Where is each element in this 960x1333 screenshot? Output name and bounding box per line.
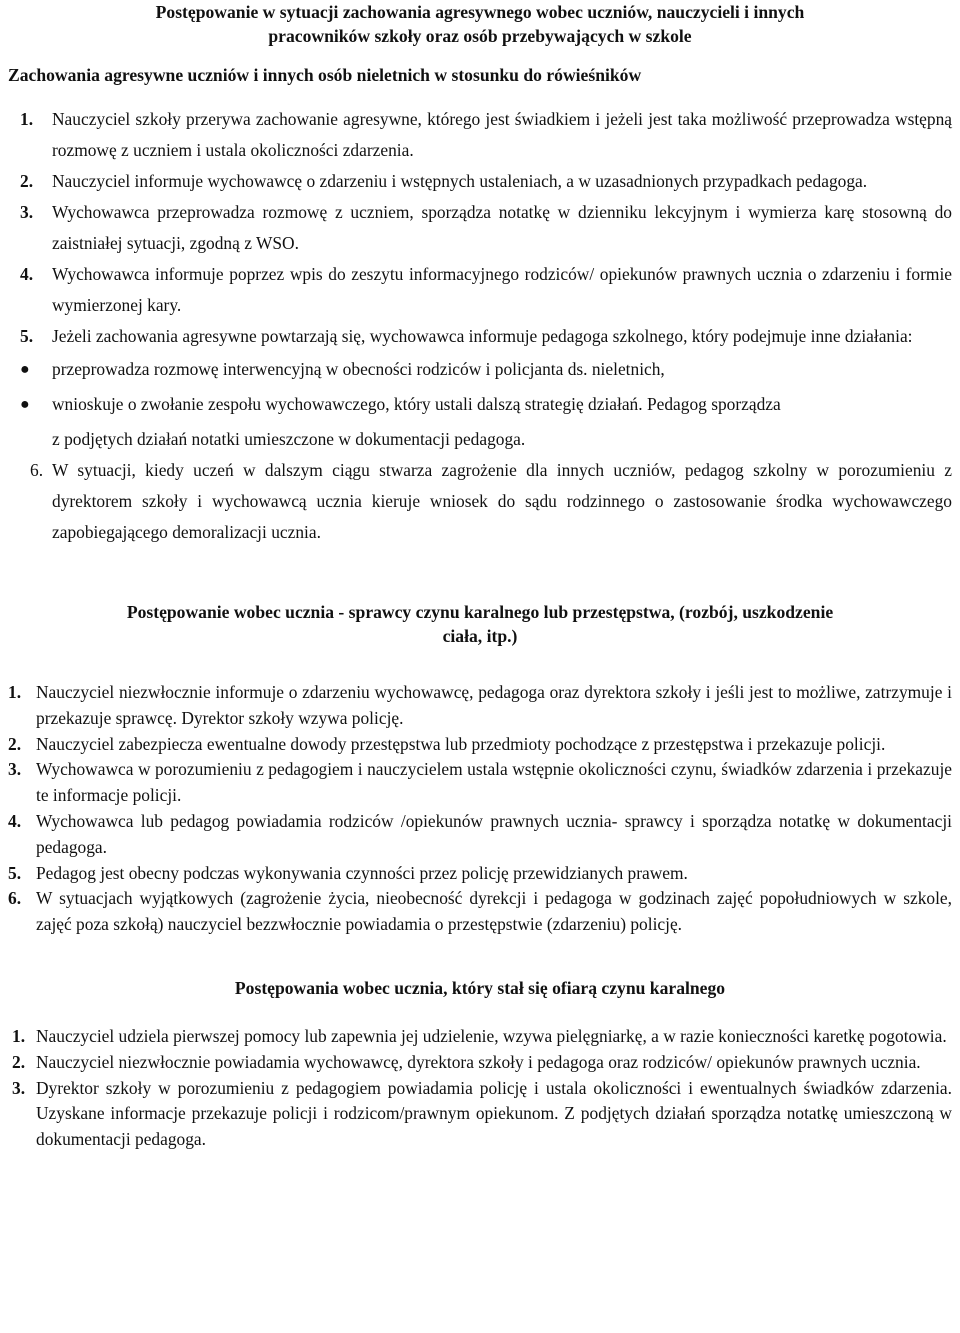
list-item — [8, 455, 952, 548]
item-number: 4. — [8, 810, 22, 831]
item-number: 5. — [8, 862, 22, 883]
item-number: 2. — [12, 1051, 26, 1072]
item-text: Wychowawca przeprowadza rozmowę z uczniem, sporządza notatkę w dzienniku lekcyjnym i wymierza karę stosowną do zaistniałej sytuacji, zgodną z WSO. — [52, 202, 952, 253]
section1-title: Zachowania agresywne uczniów i innych osób nieletnich w stosunku do rówieśników — [8, 65, 642, 85]
item-text: Wychowawca lub pedagog powiadamia rodziców /opiekunów prawnych ucznia- sprawcy i sporządza notatkę w dokumentacji pedagoga. — [36, 810, 952, 857]
bullet-icon: ● — [20, 361, 30, 378]
item-text: Nauczyciel niezwłocznie informuje o zdarzeniu wychowawcę, pedagoga oraz dyrektora szkoły i jeśli jest to możliwe, zatrzymuje i przekazuje sprawcę. Dyrektor szkoły wzywa policję. — [36, 682, 952, 728]
list-item — [8, 809, 952, 861]
bullet-list — [8, 354, 952, 420]
bullet-text: wnioskuje o zwołanie zespołu wychowawczego, który ustali dalszą strategię działań. Pedagog sporządza — [52, 394, 781, 414]
item-number: 3. — [12, 1077, 26, 1098]
item-text: Nauczyciel informuje wychowawcę o zdarzeniu i wstępnych ustaleniach, a w uzasadnionych przypadkach pedagoga. — [52, 171, 868, 191]
item-number: 3. — [8, 759, 22, 780]
item-number: 6. — [8, 888, 22, 909]
list-item — [8, 732, 952, 758]
item-number: 3. — [20, 202, 34, 222]
list-item — [8, 680, 952, 732]
list-item — [8, 321, 952, 352]
bullet-text: przeprowadza rozmowę interwencyjną w obecności rodziców i policjanta ds. nieletnich, — [52, 359, 665, 379]
section3-list — [8, 1024, 952, 1153]
list-item — [8, 1050, 952, 1076]
item-text: Pedagog jest obecny podczas wykonywania czynności przez policję przewidzianych prawem. — [36, 862, 688, 883]
list-item — [8, 886, 952, 938]
item-text: Nauczyciel zabezpiecza ewentualne dowody przestępstwa lub przedmioty pochodzące z przestępstwa i przekazuje policji. — [36, 733, 886, 754]
list-item — [8, 259, 952, 321]
item-number: 1. — [12, 1025, 26, 1046]
item-text: Jeżeli zachowania agresywne powtarzają się, wychowawca informuje pedagoga szkolnego, który podejmuje inne działania: — [52, 326, 913, 346]
item-number: 4. — [20, 264, 34, 284]
item-number: 2. — [8, 733, 22, 754]
item-text: Wychowawca w porozumieniu z pedagogiem i nauczycielem ustala wstępnie okoliczności czynu, świadków zdarzenia i przekazuje te informacje policji. — [36, 759, 952, 806]
item-text: Dyrektor szkoły w porozumieniu z pedagogiem powiadamia policję i ustala okoliczności i ewentualnych świadków zdarzenia. Uzyskane informacje przekazuje policji i rodzicom/prawnym opiekunom. Z podjętych działań sporządza notatkę umieszczoną w dokumentacji pedagoga. — [36, 1077, 952, 1150]
list-item — [8, 861, 952, 887]
item-text: Nauczyciel niezwłocznie powiadamia wychowawcę, dyrektora szkoły i pedagoga oraz rodziców/ opiekunów prawnych ucznia. — [36, 1051, 921, 1072]
item-number: 2. — [20, 171, 34, 191]
list-item — [8, 757, 952, 809]
document-title — [8, 0, 952, 48]
item-number: 1. — [8, 682, 22, 702]
item-number: 6. — [30, 460, 44, 480]
list-item — [8, 1076, 952, 1153]
section2-title-line-2: ciała, itp.) — [442, 626, 518, 646]
section3-title: Postępowania wobec ucznia, który stał się ofiarą czynu karalnego — [234, 977, 726, 998]
list-item — [8, 1024, 952, 1050]
item-text: Nauczyciel udziela pierwszej pomocy lub zapewnia jej udzielenie, wzywa pielęgniarkę, a w razie konieczności karetkę pogotowia. — [36, 1025, 947, 1046]
section1-list — [8, 104, 952, 352]
bullet-item — [8, 389, 952, 420]
section2-title-line-1: Postępowanie wobec ucznia - sprawcy czynu karalnego lub przestępstwa, (rozbój, uszkodzenie — [126, 602, 834, 622]
item-text: W sytuacjach wyjątkowych (zagrożenie życia, nieobecność dyrekcji i pedagoga w godzinach zajęć popołudniowych w szkole, zajęć poza szkołą) nauczyciel bezzwłocznie powiadamia o przestępstwie (zdarzeniu) policję. — [36, 888, 952, 935]
item-text: W sytuacji, kiedy uczeń w dalszym ciągu stwarza zagrożenie dla innych uczniów, pedagog szkolny w porozumieniu z dyrektorem szkoły i wychowawcą ucznia kieruje wniosek do sądu rodzinnego o zastosowanie środka wychowawczego zapobiegającego demoralizacji ucznia. — [52, 460, 952, 542]
bullet-item — [8, 354, 952, 385]
section2-title — [8, 600, 952, 648]
item-text: Nauczyciel szkoły przerywa zachowanie agresywne, którego jest świadkiem i jeżeli jest taka możliwość przeprowadza wstępną rozmowę z uczniem i ustala okoliczności zdarzenia. — [52, 109, 952, 160]
list-item — [8, 197, 952, 259]
section2-list — [8, 680, 952, 938]
bullet-continuation: z podjętych działań notatki umieszczone w dokumentacji pedagoga. — [52, 429, 526, 449]
list-item — [8, 166, 952, 197]
item-text: Wychowawca informuje poprzez wpis do zeszytu informacyjnego rodziców/ opiekunów prawnych ucznia o zdarzeniu i formie wymierzonej kary. — [52, 264, 952, 315]
bullet-icon: ● — [20, 396, 30, 413]
item-number: 1. — [20, 109, 34, 129]
list-item — [8, 104, 952, 166]
document-title-line-1: Postępowanie w sytuacji zachowania agresywnego wobec uczniów, nauczycieli i innych — [155, 2, 805, 22]
document-title-line-2: pracowników szkoły oraz osób przebywających w szkole — [268, 26, 692, 46]
item-number: 5. — [20, 326, 34, 346]
